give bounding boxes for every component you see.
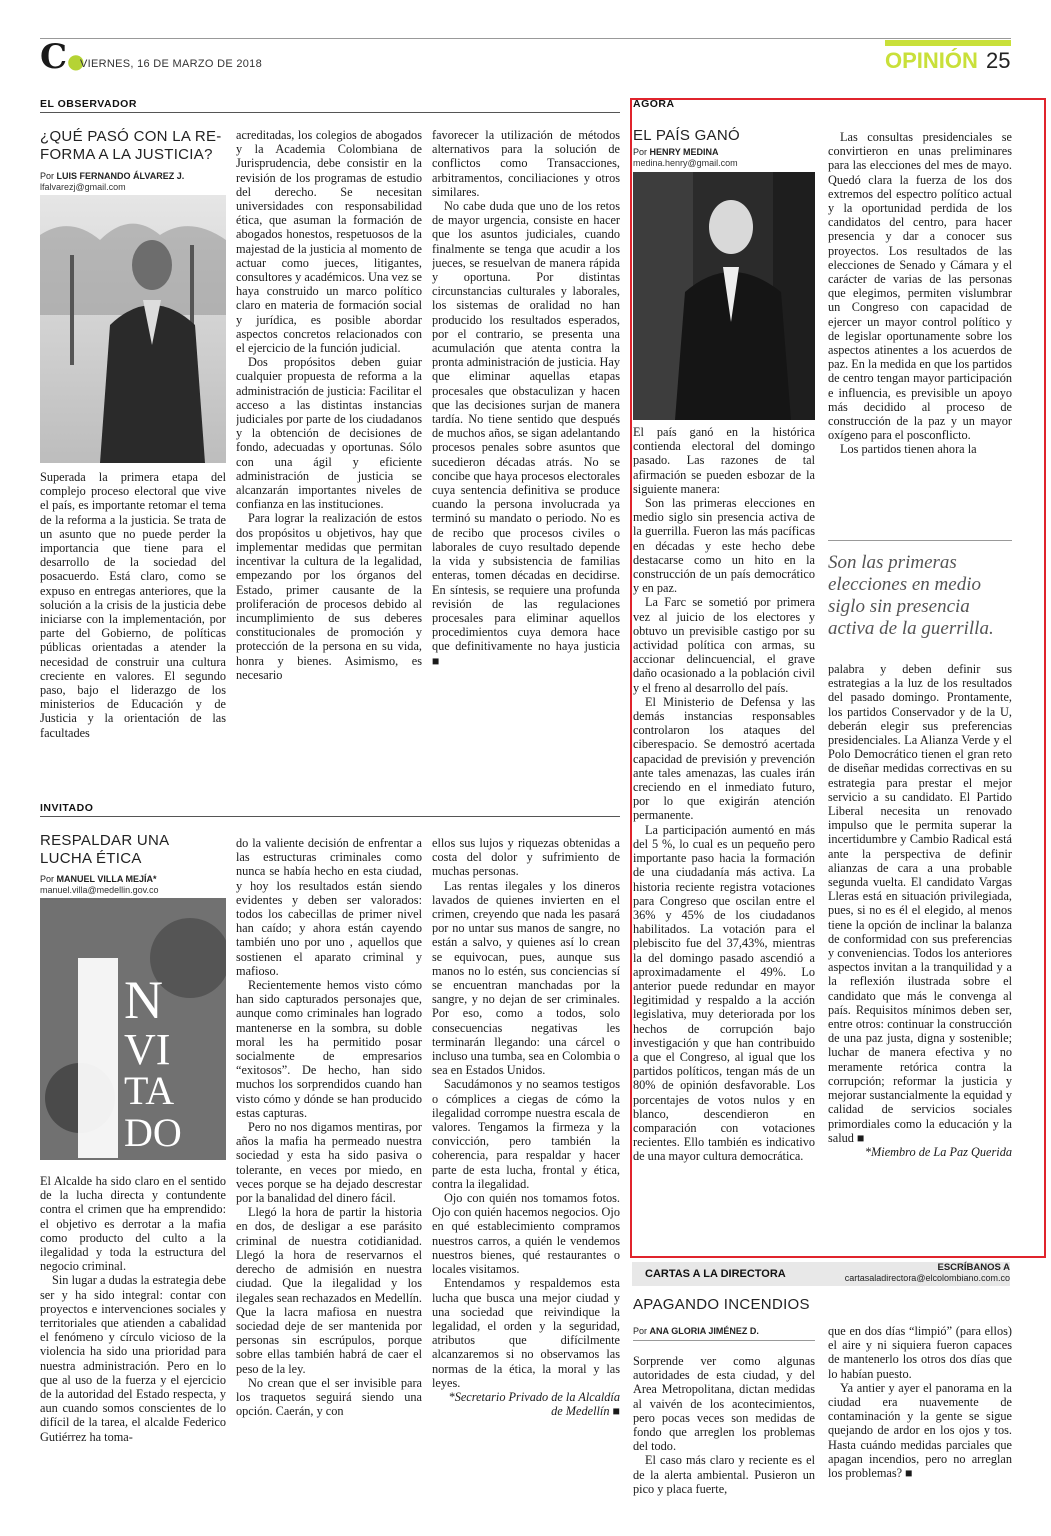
author-photo: [40, 195, 226, 463]
article-column: ellos sus lujos y riquezas obtenidas a costa del dolor y sufrimiento de muchas personas. Las rentas ilegales y los dineros lavados de quienes invierten en el crimen, creyendo que nada les pasará por no untar sus manos de sangre, no están a salvo, y quienes así lo crean se equivocan, pues, aunque sus manos no lo estén, sus conciencias sí se encuentran manchadas por la sangre, y no dejan de ser criminales. Por eso, como a todos, solo consecuencias negativas les terminarán llegando: una cárcel o incluso una tumba, sea en Colombia o sea en Estados Unidos. Sacudámonos y no seamos testigos o cómplices a ciegas de cómo la ilegalidad corrompe nuestra escala de valores. Tengamos la firmeza y la convicción, pero también la coherencia, para respaldar y hacer parte de esta lucha, frontal y ética, contra la ilegalidad. Ojo con quién nos tomamos fotos. Ojo con quién hacemos negocios. Ojo en qué establecimiento compramos nuestros carros, a quién le vendemos nuestros bienes, qué restaurantes o locales visitamos. Entendamos y respaldemos esta lucha que busca una mejor ciudad y una sociedad que reivindique la legalidad, el orden y la seguridad, atributos que difícilmente alcanzaremos si no observamos las normas de la ética, la moral y las leyes. *Secretario Privado de la Alcaldía de Medellín ■: [432, 836, 620, 1419]
page-number: 25: [986, 48, 1011, 73]
article-headline: ¿QUÉ PASÓ CON LA RE- FORMA A LA JUSTICIA?: [40, 128, 222, 163]
article-byline: Por MANUEL VILLA MEJÍA*: [40, 874, 157, 884]
article-column: El país ganó en la histórica contienda electoral del domingo pasado. Las razones de tal afirmación se pueden esbozar de la siguiente manera: Son las primeras elecciones en medio siglo sin presencia activa de la guerrilla. Fueron las más pacíficas en décadas y este hecho debe destacarse como un hito en la construcción de un país democrático y en paz. La Farc se sometió por primera vez al juicio de los electores y obtuvo un previsible castigo por su actividad política con armas, su accionar delincuencial, el grave daño ocasionado a la población civil y el freno al desarrollo del país. El Ministerio de Defensa y las demás instancias responsables controlaron los ataques del ciberespacio. Se demostró acertada capacidad de previsión y prevención ante tales amenazas, las cuales irán creciendo en el inmediato futuro, por lo que exigirán atención permanente. La participación aumentó en más del 5 %, lo cual es un pequeño pero importante paso hacia la formación de una ciudadanía más activa. La historia reciente registra votaciones para Congreso que oscilan entre el 36% y 45% de los ciudadanos habilitados. La votación para el plebiscito fue del 37,43%, mientras la del domingo pasado ascendió a aproximadamente el 49%. Lo anterior puede redundar en mayor legitimidad y respaldo a la acción legislativa, muy deteriorada por los hechos de corrupción bajo investigación y que han contribuido a que el Congreso, al igual que los partidos políticos, tengan más de un 80% de opinión desfavorable. Los porcentajes de votos nulos y en blanco, descendieron en comparación con votaciones recientes. Ello también es indicativo de una mayor cultura democrática.: [633, 425, 815, 1164]
svg-text:DO: DO: [124, 1110, 182, 1155]
svg-text:VI: VI: [124, 1025, 171, 1074]
section-label-invitado: INVITADO: [40, 802, 94, 814]
article-column: que en dos días “limpió” (para ellos) el aire y ni siquiera fueron capaces de mantenerlo los otros dos días que lo habían puesto. Ya antier y ayer el panorama en la ciudad era nuavemente de contaminación y la gente se sigue quejando de ardor en los ojos y tos. Hasta cuándo medidas parciales que apagan incendios, pero no arreglan los problemas? ■: [828, 1324, 1012, 1481]
article-byline: Por HENRY MEDINA: [633, 147, 719, 157]
article-byline: Por LUIS FERNANDO ÁLVAREZ J.: [40, 171, 185, 181]
svg-text:N: N: [124, 970, 163, 1030]
author-note: *Secretario Privado de la Alcaldía de Medellín ■: [448, 1389, 620, 1419]
article-column: do la valiente decisión de enfrentar a las estructuras criminales como nunca se había hecho en esta ciudad, y hoy los resultados están siendo evidentes y deben ser valorados: todos los cabecillas de primer nivel han caído; y ahora están cayendo también uno por uno , aquellos que sostienen el aparato criminal y mafioso. Recientemente hemos visto cómo han sido capturados personajes que, aunque como criminales han logrado mantenerse en la sombra, su doble moral les ha permitido posar socialmente de empresarios “exitosos”. De hecho, han sido muchos los sorprendidos cuando han visto cómo y dónde se han producido estas capturas. Pero no nos digamos mentiras, por años la mafia ha permeado nuestra sociedad y esta ha sido pasiva o tolerante, en veces por miedo, en veces porque se ha dejado descrestar por la banalidad del dinero fácil. Llegó la hora de partir la historia en dos, de desligar a ese parásito criminal de nuestra cotidianidad. Llegó la hora de reservarnos el derecho de admisión en nuestra ciudad. Que la ilegalidad y los ilegales sean rechazados en Medellín. Que la lacra mafiosa en nuestra sociedad deje de ser mantenida por personas sin escrúpulos, porque sobre ellas también habrá de caer el peso de la ley. No crean que el ser invisible para los traquetos seguirá siendo una opción. Caerán, y con: [236, 836, 422, 1419]
article-column: Sorprende ver como algunas autoridades de esta ciudad, y del Area Metropolitana, dictan medidas al vaivén de los acontecimientos, pero pocas veces son medidas de fondo que arreglen los problemas del todo. El caso más claro y reciente es el de la alerta ambiental. Pusieron un pico y placa fuerte,: [633, 1354, 815, 1496]
article-headline: APAGANDO INCENDIOS: [633, 1296, 810, 1313]
issue-date: VIERNES, 16 DE MARZO DE 2018: [80, 58, 263, 70]
author-email: lfalvarezj@gmail.com: [40, 182, 126, 192]
svg-text:TA: TA: [124, 1068, 175, 1113]
section-accent-bar: [885, 40, 1011, 46]
section-rule: [40, 816, 620, 817]
section-rule: [40, 112, 620, 113]
article-byline: Por ANA GLORIA JIMÉNEZ D.: [633, 1326, 759, 1336]
author-email: manuel.villa@medellin.gov.co: [40, 885, 159, 895]
article-column: acreditadas, los colegios de abogados y la Academia Colombiana de Jurisprudencia, debe consistir en la revisión de los programas de estudio del derecho. Se necesitan universidades con responsabilidad ética, que asuman la formación de abogados honestos, respetuosos de la majestad de la justicia al momento de actuar como jueces, litigantes, consultores y académicos. Una vez se haya construido un marco político claro en materia de formación social y jurídica, es posible abordar aspectos concretos relacionados con el ejercicio de la función judicial. Dos propósitos deben guiar cualquier propuesta de reforma a la administración de justicia: Facilitar el acceso a las distintas instancias judiciales por parte de los ciudadanos y la obtención de decisiones de fondo, adecuadas y oportunas. Sólo con una ágil y eficiente administración de justicia se alcanzarán importantes niveles de confianza en las instituciones. Para lograr la realización de estos dos propósitos u objetivos, hay que implementar medidas que permitan incentivar la cultura de la legalidad, empezando por los órganos del Estado, primer causante de la proliferación de procesos debido al incumplimiento de sus deberes constitucionales de promoción y protección de la persona en su vida, honra y bienes. Asimismo, es necesario: [236, 128, 422, 682]
author-email: medina.henry@gmail.com: [633, 158, 738, 168]
header-rule: [40, 38, 1011, 39]
section-title: OPINIÓN: [885, 48, 978, 73]
section-label-observador: EL OBSERVADOR: [40, 98, 137, 110]
pull-quote: Son las primeras elecciones en medio siglo sin presencia activa de la guerrilla.: [828, 552, 994, 639]
section-label-cartas: CARTAS A LA DIRECTORA: [645, 1268, 786, 1280]
letters-email[interactable]: cartasaladirectora@elcolombiano.com.co: [844, 1273, 1010, 1283]
newspaper-logo: C●: [40, 37, 85, 77]
article-column: palabra y deben definir sus estrategias a la luz de los resultados del pasado domingo. Prontamente, los partidos Conservador y de la U, deberán elegir sus preferencias presidenciales. La Alianza Verde y el Polo Democrático tienen el gran reto de diseñar medidas correctivas en su estrategia para prestar el mejor servicio a su candidato. El Partido Liberal necesita un renovado impulso que le permita superar la incertidumbre y Cambio Radical está ante la perspectiva de definir alianzas de cara a una probable segunda vuelta. El candidato Vargas Lleras está en situación privilegiada, pues, si no es él el elegido, al menos tiene la opción de inclinar la balanza de conformidad con sus preferencias y conveniencias. Todos los anteriores aspectos invitan a la tranquilidad y a la reflexión ilustrada sobre el candidato que más le convenga al país. Requisitos mínimos deben ser, entre otros: continuar la construcción de una paz justa, digna y sostenible; luchar de manera efectiva y no meramente retórica contra la corrupción; reformar la justicia y mejorar sustancialmente la equidad y calidad de servicios sociales primordiales como la educación y la salud ■ *Miembro de La Paz Querida: [828, 662, 1012, 1159]
author-note: *Miembro de La Paz Querida: [864, 1144, 1012, 1159]
byline-rule: [633, 1340, 815, 1341]
article-column: favorecer la utilización de métodos alternativos para la solución de conflictos como Transacciones, arbitramentos, conciliaciones y otros similares. No cabe duda que uno de los retos de mayor urgencia, consiste en hacer que los asuntos judiciales, cuando finalmente se tenga que acudir a los jueces, se resuelvan de manera rápida y oportuna. Por distintas circunstancias culturales y laborales, los sistemas de oralidad no han producido los resultados esperados, por el contrario, se presenta una acumulación que atenta contra la pronta administración de justicia. Hay que eliminar aquellas etapas procesales que obstaculizan y hacen que las decisiones surjan de manera tardía. No tiene sentido que después de muchos años, se sigan adelantando procesos penales sobre asuntos que sucedieron décadas atrás. No se concibe que haya procesos electorales cuya sentencia definitiva se produce cuando la persona involucrada ya terminó su mandato o periodo. No es de recibo que procesos civiles o laborales de cuyo resultado depende la vida y subsistencia de familias enteras, tomen décadas en decidirse. En síntesis, se requiere una profunda revisión de las regulaciones procesales para eliminar aquellos procedimientos cuya demora hace que definitivamente no haya justicia ■: [432, 128, 620, 668]
invitado-graphic: [40, 898, 226, 1160]
article-headline: EL PAÍS GANÓ: [633, 127, 740, 144]
article-column: Superada la primera etapa del complejo proceso electoral que vive el país, es importante retomar el tema de la reforma a la justicia. Se trata de un asunto que no puede perder la importancia que tiene para el desarrollo de la sociedad del posacuerdo. Está claro, como se expuso en entregas anteriores, que la solución a la crisis de la justicia debe iniciarse con la implementación, por parte del Gobierno, de políticas públicas orientadas a atender la necesidad de construir una cultura creciente en valores. El segundo paso, bajo el liderazgo de los ministerios de Educación y de Justicia y la orientación de las facultades: [40, 470, 226, 740]
article-column: Las consultas presidenciales se convirtieron en unas preliminares para las elecciones del mes de mayo. Quedó clara la fuerza de los dos extremos del espectro político actual y la oportunidad perdida de los candidatos del centro, para hacer presencia y dar a conocer sus proyectos. Los resultados de las elecciones de Senado y Cámara y el carácter de varias de las personas que elegimos, permiten vislumbrar un Congreso con capacidad de ejercer un mayor control político y de legislar oportunamente sobre los aspectos atinentes a los acuerdos de paz. En la medida en que los partidos de centro tengan mayor participación e influencia, es previsible un apoyo más decidido al proceso de construcción de la paz y un mayor oxígeno para el posconflicto. Los partidos tienen ahora la: [828, 130, 1012, 457]
letters-contact: ESCRÍBANOS A cartasaladirectora@elcolombiano.com.co: [844, 1262, 1010, 1283]
section-label-agora: ÁGORA: [633, 98, 675, 110]
article-column: El Alcalde ha sido claro en el sentido de la lucha directa y contundente contra el crimen que ha emprendido: el objetivo es derrotar a la mafia como producto del culto a la ilegalidad y toda la estructura del negocio criminal. Sin lugar a dudas la estrategia debe ser y ha sido integral: contar con proyectos e intervenciones sociales y territoriales que atienden a cabalidad el fenómeno y círculo vicioso de la violencia ha sido una prioridad para nuestra administración. Pero en lo que al uso de la fuerza y el ejercicio de la autoridad del Estado respecta, y aun cuando somos conscientes de lo difícil de la tarea, el alcalde Federico Gutiérrez ha toma-: [40, 1174, 226, 1444]
article-headline: RESPALDAR UNA LUCHA ÉTICA: [40, 832, 170, 867]
highlight-box: [630, 98, 1046, 1258]
